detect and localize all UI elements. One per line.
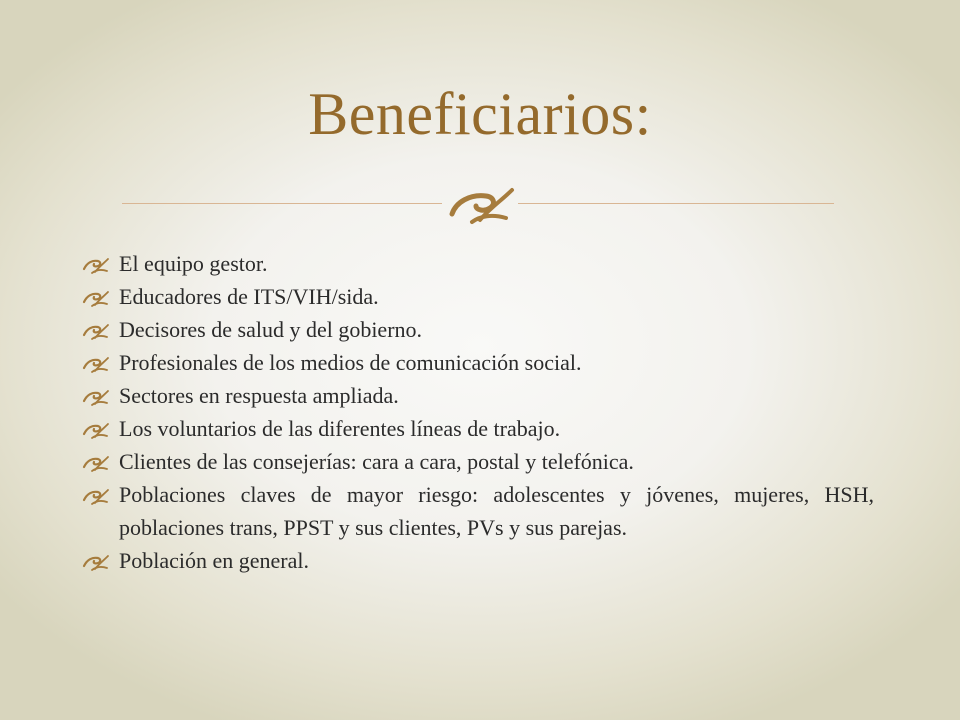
list-item-text: Poblaciones claves de mayor riesgo: adolescentes y jóvenes, mujeres, HSH, poblaciones trans, PPST y sus clientes, PVs y sus parejas. [119,482,874,540]
list-item [82,478,874,544]
list-item-text: Sectores en respuesta ampliada. [119,383,399,408]
list-item [82,379,874,412]
list-item-text: Población en general. [119,548,309,573]
list-item [82,313,874,346]
list-item [82,346,874,379]
flourish-bullet-icon [82,388,110,406]
list-item [82,412,874,445]
bullet-list [82,247,874,577]
flourish-bullet-icon [82,256,110,274]
flourish-bullet-icon [82,454,110,472]
list-item [82,544,874,577]
list-item-text: Educadores de ITS/VIH/sida. [119,284,379,309]
flourish-bullet-icon [82,553,110,571]
flourish-bullet-icon [82,322,110,340]
flourish-ornament-icon [446,180,516,226]
list-item [82,280,874,313]
list-item-text: Profesionales de los medios de comunicación social. [119,350,582,375]
flourish-bullet-icon [82,355,110,373]
slide-title: Beneficiarios: [308,81,652,147]
list-item-text: El equipo gestor. [119,251,268,276]
list-item-text: Los voluntarios de las diferentes líneas de trabajo. [119,416,561,441]
list-item-text: Decisores de salud y del gobierno. [119,317,423,342]
title-divider-left [122,203,442,204]
list-item [82,445,874,478]
flourish-bullet-icon [82,289,110,307]
list-item-text: Clientes de las consejerías: cara a cara, postal y telefónica. [119,449,634,474]
list-item [82,247,874,280]
flourish-bullet-icon [82,421,110,439]
title-divider-right [518,203,834,204]
flourish-bullet-icon [82,487,110,505]
